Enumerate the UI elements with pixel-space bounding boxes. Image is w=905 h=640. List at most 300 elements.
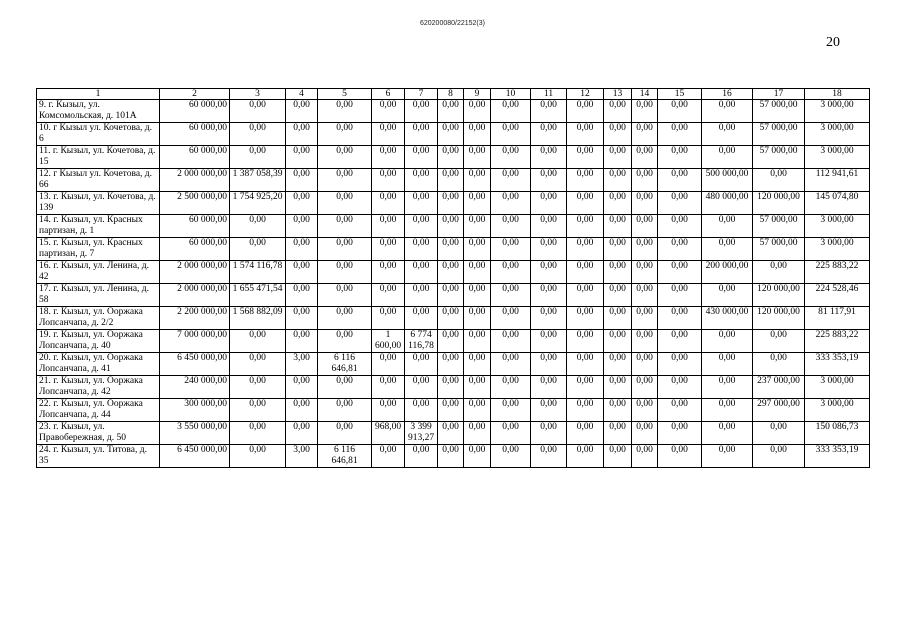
- value-cell: 0,00: [702, 146, 753, 169]
- column-header: 10: [491, 89, 531, 100]
- value-cell: 0,00: [567, 353, 604, 376]
- column-header: 5: [318, 89, 372, 100]
- value-cell: 0,00: [286, 192, 318, 215]
- value-cell: 0,00: [438, 307, 464, 330]
- value-cell: 0,00: [702, 330, 753, 353]
- value-cell: 0,00: [702, 445, 753, 468]
- value-cell: 224 528,46: [805, 284, 870, 307]
- value-cell: 0,00: [658, 215, 702, 238]
- table-row: [37, 238, 870, 261]
- address-cell: 18. г. Кызыл, ул. Ооржака Лопсанчапа, д. 2/2: [37, 307, 160, 330]
- value-cell: 0,00: [658, 353, 702, 376]
- column-header: 11: [531, 89, 567, 100]
- value-cell: 0,00: [531, 445, 567, 468]
- value-cell: 0,00: [230, 445, 286, 468]
- value-cell: 81 117,91: [805, 307, 870, 330]
- value-cell: 0,00: [632, 169, 658, 192]
- value-cell: 0,00: [372, 376, 405, 399]
- value-cell: 0,00: [230, 422, 286, 445]
- value-cell: 0,00: [286, 123, 318, 146]
- value-cell: 0,00: [658, 307, 702, 330]
- value-cell: 0,00: [491, 376, 531, 399]
- value-cell: 0,00: [405, 445, 438, 468]
- value-cell: 0,00: [405, 307, 438, 330]
- value-cell: 0,00: [438, 100, 464, 123]
- value-cell: 0,00: [567, 123, 604, 146]
- value-cell: 0,00: [632, 422, 658, 445]
- value-cell: 145 074,80: [805, 192, 870, 215]
- value-cell: 0,00: [632, 123, 658, 146]
- value-cell: 0,00: [318, 399, 372, 422]
- value-cell: 0,00: [286, 399, 318, 422]
- value-cell: 0,00: [632, 353, 658, 376]
- value-cell: 0,00: [702, 284, 753, 307]
- value-cell: 0,00: [604, 422, 632, 445]
- value-cell: 0,00: [464, 284, 491, 307]
- column-header: 18: [805, 89, 870, 100]
- value-cell: 0,00: [531, 215, 567, 238]
- value-cell: 0,00: [438, 330, 464, 353]
- value-cell: 0,00: [230, 100, 286, 123]
- value-cell: 0,00: [230, 399, 286, 422]
- value-cell: 0,00: [318, 330, 372, 353]
- column-header: 16: [702, 89, 753, 100]
- value-cell: 0,00: [753, 353, 805, 376]
- value-cell: 3 000,00: [805, 376, 870, 399]
- value-cell: 500 000,00: [702, 169, 753, 192]
- column-header: 7: [405, 89, 438, 100]
- value-cell: 0,00: [702, 399, 753, 422]
- value-cell: 2 200 000,00: [160, 307, 230, 330]
- value-cell: 0,00: [464, 169, 491, 192]
- value-cell: 60 000,00: [160, 100, 230, 123]
- value-cell: 0,00: [567, 422, 604, 445]
- value-cell: 0,00: [230, 215, 286, 238]
- value-cell: 1 387 058,39: [230, 169, 286, 192]
- value-cell: 0,00: [658, 284, 702, 307]
- value-cell: 0,00: [491, 100, 531, 123]
- column-header: 13: [604, 89, 632, 100]
- value-cell: 3 000,00: [805, 100, 870, 123]
- value-cell: 0,00: [632, 192, 658, 215]
- column-header: 2: [160, 89, 230, 100]
- value-cell: 120 000,00: [753, 192, 805, 215]
- value-cell: 0,00: [604, 146, 632, 169]
- value-cell: 0,00: [286, 100, 318, 123]
- column-header: 3: [230, 89, 286, 100]
- value-cell: 0,00: [702, 215, 753, 238]
- value-cell: 0,00: [658, 422, 702, 445]
- address-cell: 9. г. Кызыл, ул. Комсомольская, д. 101А: [37, 100, 160, 123]
- value-cell: 0,00: [372, 353, 405, 376]
- value-cell: 0,00: [464, 261, 491, 284]
- value-cell: 57 000,00: [753, 215, 805, 238]
- value-cell: 0,00: [531, 330, 567, 353]
- value-cell: 2 000 000,00: [160, 261, 230, 284]
- value-cell: 0,00: [604, 284, 632, 307]
- value-cell: 0,00: [604, 307, 632, 330]
- value-cell: 240 000,00: [160, 376, 230, 399]
- value-cell: 0,00: [438, 192, 464, 215]
- value-cell: 0,00: [372, 238, 405, 261]
- value-cell: 3 000,00: [805, 399, 870, 422]
- value-cell: 0,00: [372, 169, 405, 192]
- value-cell: 0,00: [230, 146, 286, 169]
- value-cell: 333 353,19: [805, 353, 870, 376]
- table-row: [37, 445, 870, 468]
- value-cell: 0,00: [491, 399, 531, 422]
- value-cell: 0,00: [438, 238, 464, 261]
- value-cell: 0,00: [531, 307, 567, 330]
- value-cell: 0,00: [438, 284, 464, 307]
- value-cell: 0,00: [567, 100, 604, 123]
- value-cell: 0,00: [531, 169, 567, 192]
- data-table: [36, 88, 870, 468]
- value-cell: 0,00: [372, 100, 405, 123]
- column-header: 14: [632, 89, 658, 100]
- address-cell: 20. г. Кызыл, ул. Ооржака Лопсанчапа, д. 41: [37, 353, 160, 376]
- table-row: [37, 146, 870, 169]
- value-cell: 6 450 000,00: [160, 353, 230, 376]
- value-cell: 0,00: [405, 284, 438, 307]
- value-cell: 0,00: [491, 238, 531, 261]
- value-cell: 0,00: [531, 123, 567, 146]
- value-cell: 0,00: [405, 192, 438, 215]
- value-cell: 0,00: [531, 399, 567, 422]
- address-cell: 15. г. Кызыл, ул. Красных партизан, д. 7: [37, 238, 160, 261]
- value-cell: 0,00: [372, 445, 405, 468]
- value-cell: 0,00: [464, 330, 491, 353]
- value-cell: 0,00: [632, 284, 658, 307]
- value-cell: 0,00: [230, 353, 286, 376]
- value-cell: 297 000,00: [753, 399, 805, 422]
- value-cell: 200 000,00: [702, 261, 753, 284]
- value-cell: 0,00: [604, 123, 632, 146]
- value-cell: 7 000 000,00: [160, 330, 230, 353]
- value-cell: 0,00: [230, 123, 286, 146]
- value-cell: 0,00: [658, 123, 702, 146]
- value-cell: 0,00: [658, 376, 702, 399]
- table-header-row: [37, 89, 870, 100]
- value-cell: 0,00: [372, 215, 405, 238]
- value-cell: 0,00: [604, 330, 632, 353]
- value-cell: 57 000,00: [753, 238, 805, 261]
- value-cell: 0,00: [531, 422, 567, 445]
- value-cell: 0,00: [464, 422, 491, 445]
- address-cell: 13. г. Кызыл, ул. Кочетова, д. 139: [37, 192, 160, 215]
- value-cell: 0,00: [372, 123, 405, 146]
- value-cell: 112 941,61: [805, 169, 870, 192]
- value-cell: 0,00: [372, 399, 405, 422]
- value-cell: 0,00: [318, 169, 372, 192]
- value-cell: 0,00: [567, 169, 604, 192]
- value-cell: 0,00: [372, 284, 405, 307]
- value-cell: 0,00: [753, 445, 805, 468]
- value-cell: 2 000 000,00: [160, 284, 230, 307]
- value-cell: 0,00: [632, 445, 658, 468]
- value-cell: 150 086,73: [805, 422, 870, 445]
- address-cell: 16. г. Кызыл, ул. Ленина, д. 42: [37, 261, 160, 284]
- value-cell: 3,00: [286, 353, 318, 376]
- value-cell: 0,00: [286, 169, 318, 192]
- value-cell: 0,00: [286, 284, 318, 307]
- value-cell: 0,00: [658, 192, 702, 215]
- value-cell: 0,00: [318, 376, 372, 399]
- value-cell: 0,00: [658, 261, 702, 284]
- value-cell: 3,00: [286, 445, 318, 468]
- value-cell: 0,00: [567, 376, 604, 399]
- value-cell: 0,00: [531, 100, 567, 123]
- table-row: [37, 376, 870, 399]
- value-cell: 0,00: [491, 445, 531, 468]
- value-cell: 3 399 913,27: [405, 422, 438, 445]
- value-cell: 0,00: [318, 146, 372, 169]
- value-cell: 0,00: [491, 169, 531, 192]
- value-cell: 0,00: [604, 353, 632, 376]
- value-cell: 0,00: [464, 192, 491, 215]
- table-row: [37, 261, 870, 284]
- value-cell: 60 000,00: [160, 215, 230, 238]
- value-cell: 0,00: [405, 353, 438, 376]
- value-cell: 60 000,00: [160, 146, 230, 169]
- value-cell: 430 000,00: [702, 307, 753, 330]
- value-cell: 6 774 116,78: [405, 330, 438, 353]
- value-cell: 0,00: [658, 238, 702, 261]
- value-cell: 0,00: [567, 330, 604, 353]
- value-cell: 0,00: [604, 399, 632, 422]
- value-cell: 0,00: [438, 261, 464, 284]
- value-cell: 120 000,00: [753, 284, 805, 307]
- value-cell: 3 550 000,00: [160, 422, 230, 445]
- value-cell: 0,00: [567, 445, 604, 468]
- value-cell: 0,00: [567, 261, 604, 284]
- value-cell: 6 116 646,81: [318, 445, 372, 468]
- value-cell: 3 000,00: [805, 238, 870, 261]
- value-cell: 333 353,19: [805, 445, 870, 468]
- value-cell: 0,00: [604, 445, 632, 468]
- value-cell: 0,00: [318, 192, 372, 215]
- value-cell: 0,00: [372, 261, 405, 284]
- address-cell: 17. г. Кызыл, ул. Ленина, д. 58: [37, 284, 160, 307]
- value-cell: 0,00: [405, 169, 438, 192]
- value-cell: 0,00: [632, 307, 658, 330]
- value-cell: 0,00: [531, 376, 567, 399]
- table-row: [37, 307, 870, 330]
- value-cell: 0,00: [464, 307, 491, 330]
- value-cell: 0,00: [464, 146, 491, 169]
- value-cell: 0,00: [491, 146, 531, 169]
- address-cell: 19. г. Кызыл, ул. Ооржака Лопсанчапа, д. 40: [37, 330, 160, 353]
- value-cell: 2 000 000,00: [160, 169, 230, 192]
- address-cell: 23. г. Кызыл, ул. Правобережная, д. 50: [37, 422, 160, 445]
- value-cell: 0,00: [632, 399, 658, 422]
- value-cell: 0,00: [567, 192, 604, 215]
- value-cell: 6 450 000,00: [160, 445, 230, 468]
- value-cell: 0,00: [753, 330, 805, 353]
- table-row: [37, 399, 870, 422]
- value-cell: 0,00: [230, 376, 286, 399]
- value-cell: 57 000,00: [753, 123, 805, 146]
- value-cell: 0,00: [531, 146, 567, 169]
- document-id: 620200080/22152(3): [419, 20, 485, 27]
- value-cell: 0,00: [753, 169, 805, 192]
- value-cell: 0,00: [702, 353, 753, 376]
- value-cell: 0,00: [702, 123, 753, 146]
- value-cell: 2 500 000,00: [160, 192, 230, 215]
- value-cell: 300 000,00: [160, 399, 230, 422]
- value-cell: 0,00: [632, 100, 658, 123]
- column-header: 1: [37, 89, 160, 100]
- address-cell: 22. г. Кызыл, ул. Ооржака Лопсанчапа, д. 44: [37, 399, 160, 422]
- address-cell: 14. г. Кызыл, ул. Красных партизан, д. 1: [37, 215, 160, 238]
- value-cell: 0,00: [531, 353, 567, 376]
- value-cell: 0,00: [567, 399, 604, 422]
- value-cell: 0,00: [567, 238, 604, 261]
- value-cell: 0,00: [658, 169, 702, 192]
- value-cell: 0,00: [464, 445, 491, 468]
- table-row: [37, 330, 870, 353]
- value-cell: 0,00: [286, 238, 318, 261]
- value-cell: 0,00: [491, 192, 531, 215]
- value-cell: 0,00: [438, 169, 464, 192]
- value-cell: 0,00: [658, 399, 702, 422]
- value-cell: 0,00: [372, 146, 405, 169]
- value-cell: 0,00: [318, 238, 372, 261]
- value-cell: 0,00: [230, 330, 286, 353]
- value-cell: 3 000,00: [805, 146, 870, 169]
- value-cell: 0,00: [753, 422, 805, 445]
- value-cell: 0,00: [438, 146, 464, 169]
- value-cell: 0,00: [753, 261, 805, 284]
- value-cell: 0,00: [318, 123, 372, 146]
- value-cell: 0,00: [604, 238, 632, 261]
- value-cell: 0,00: [405, 261, 438, 284]
- value-cell: 1 568 882,09: [230, 307, 286, 330]
- value-cell: 225 883,22: [805, 261, 870, 284]
- value-cell: 0,00: [567, 284, 604, 307]
- value-cell: 0,00: [318, 422, 372, 445]
- address-cell: 24. г. Кызыл, ул. Титова, д. 35: [37, 445, 160, 468]
- table-row: [37, 215, 870, 238]
- value-cell: 0,00: [286, 146, 318, 169]
- value-cell: 0,00: [318, 100, 372, 123]
- value-cell: 0,00: [567, 215, 604, 238]
- value-cell: 1 754 925,20: [230, 192, 286, 215]
- value-cell: 0,00: [464, 353, 491, 376]
- value-cell: 0,00: [567, 307, 604, 330]
- value-cell: 0,00: [632, 238, 658, 261]
- value-cell: 0,00: [372, 307, 405, 330]
- value-cell: 0,00: [491, 261, 531, 284]
- value-cell: 120 000,00: [753, 307, 805, 330]
- page-number: 20: [826, 35, 840, 50]
- column-header: 9: [464, 89, 491, 100]
- table-row: [37, 123, 870, 146]
- value-cell: 0,00: [632, 261, 658, 284]
- value-cell: 0,00: [318, 284, 372, 307]
- value-cell: 60 000,00: [160, 123, 230, 146]
- value-cell: 0,00: [318, 261, 372, 284]
- value-cell: 0,00: [464, 399, 491, 422]
- value-cell: 57 000,00: [753, 146, 805, 169]
- value-cell: 0,00: [405, 399, 438, 422]
- value-cell: 0,00: [531, 192, 567, 215]
- column-header: 12: [567, 89, 604, 100]
- value-cell: 0,00: [438, 445, 464, 468]
- column-header: 15: [658, 89, 702, 100]
- value-cell: 0,00: [286, 376, 318, 399]
- value-cell: 0,00: [604, 376, 632, 399]
- value-cell: 0,00: [438, 215, 464, 238]
- value-cell: 0,00: [567, 146, 604, 169]
- value-cell: 0,00: [658, 146, 702, 169]
- address-cell: 21. г. Кызыл, ул. Ооржака Лопсанчапа, д. 42: [37, 376, 160, 399]
- table-row: [37, 100, 870, 123]
- value-cell: 57 000,00: [753, 100, 805, 123]
- address-cell: 10. г Кызыл ул. Кочетова, д. 6: [37, 123, 160, 146]
- value-cell: 237 000,00: [753, 376, 805, 399]
- value-cell: 480 000,00: [702, 192, 753, 215]
- value-cell: 60 000,00: [160, 238, 230, 261]
- value-cell: 0,00: [464, 238, 491, 261]
- value-cell: 0,00: [491, 330, 531, 353]
- value-cell: 0,00: [604, 192, 632, 215]
- value-cell: 0,00: [318, 307, 372, 330]
- address-cell: 12. г Кызыл ул. Кочетова, д. 66: [37, 169, 160, 192]
- value-cell: 0,00: [604, 261, 632, 284]
- value-cell: 0,00: [438, 123, 464, 146]
- value-cell: 6 116 646,81: [318, 353, 372, 376]
- column-header: 4: [286, 89, 318, 100]
- value-cell: 0,00: [405, 146, 438, 169]
- value-cell: 0,00: [318, 215, 372, 238]
- column-header: 8: [438, 89, 464, 100]
- value-cell: 225 883,22: [805, 330, 870, 353]
- value-cell: 0,00: [491, 215, 531, 238]
- value-cell: 0,00: [632, 146, 658, 169]
- value-cell: 0,00: [632, 376, 658, 399]
- value-cell: 0,00: [531, 261, 567, 284]
- value-cell: 0,00: [405, 100, 438, 123]
- value-cell: 0,00: [405, 376, 438, 399]
- table-row: [37, 192, 870, 215]
- value-cell: 0,00: [405, 238, 438, 261]
- table-row: [37, 169, 870, 192]
- value-cell: 1 600,00: [372, 330, 405, 353]
- value-cell: 0,00: [491, 123, 531, 146]
- value-cell: 0,00: [702, 422, 753, 445]
- value-cell: 0,00: [702, 238, 753, 261]
- column-header: 17: [753, 89, 805, 100]
- value-cell: 0,00: [702, 100, 753, 123]
- value-cell: 1 574 116,78: [230, 261, 286, 284]
- value-cell: 0,00: [438, 353, 464, 376]
- value-cell: 0,00: [491, 307, 531, 330]
- value-cell: 0,00: [702, 376, 753, 399]
- value-cell: 968,00: [372, 422, 405, 445]
- value-cell: 0,00: [658, 330, 702, 353]
- value-cell: 0,00: [632, 215, 658, 238]
- table-row: [37, 353, 870, 376]
- value-cell: 0,00: [230, 238, 286, 261]
- address-cell: 11. г. Кызыл, ул. Кочетова, д. 15: [37, 146, 160, 169]
- value-cell: 0,00: [491, 353, 531, 376]
- value-cell: 0,00: [491, 284, 531, 307]
- value-cell: 0,00: [438, 399, 464, 422]
- value-cell: 0,00: [531, 238, 567, 261]
- value-cell: 0,00: [491, 422, 531, 445]
- table-row: [37, 422, 870, 445]
